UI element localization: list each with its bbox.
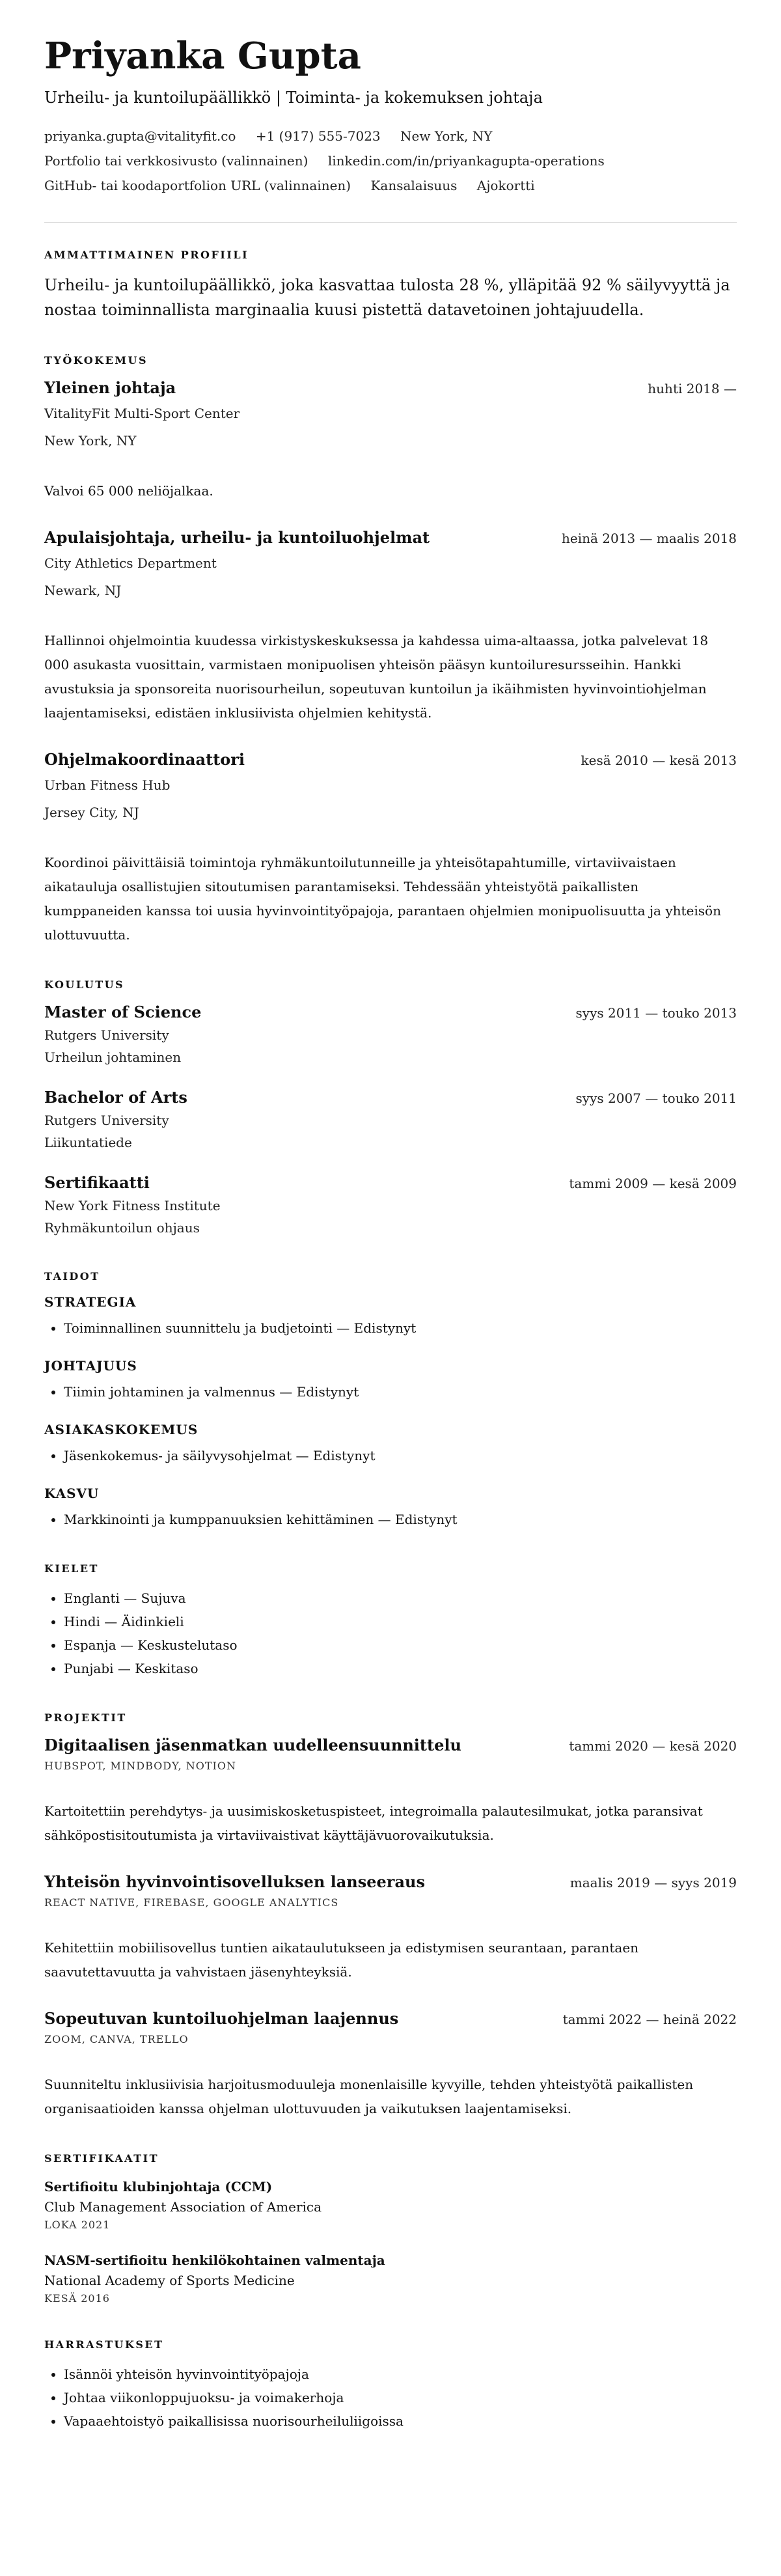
field-of-study: Urheilun johtaminen — [44, 1049, 182, 1065]
field-of-study: Ryhmäkuntoilun ohjaus — [44, 1219, 200, 1236]
section-title-summary: AMMATTIMAINEN PROFIILI — [44, 248, 249, 261]
certification-org: Club Management Association of America — [44, 2198, 322, 2215]
candidate-name: Priyanka Gupta — [44, 35, 361, 77]
entry-spacer — [44, 1772, 737, 1799]
email-link[interactable]: priyanka.gupta@vitalityfit.co — [44, 128, 236, 144]
skill-list — [44, 1508, 737, 1531]
skill-item: • Markkinointi ja kumppanuuksien kehittäminen — Edistynyt — [64, 1508, 737, 1531]
degree-dates: syys 2007 — touko 2011 — [575, 1090, 737, 1106]
school-name: Rutgers University — [44, 1027, 169, 1043]
job-title: Apulaisjohtaja, urheilu- ja kuntoiluohjelmat — [44, 527, 430, 547]
skill-group-title: JOHTAJUUS — [44, 1357, 137, 1374]
project-entry — [44, 1736, 737, 1848]
project-entry — [44, 1872, 737, 1984]
project-dates: maalis 2019 — syys 2019 — [569, 1874, 737, 1890]
section-title-certifications: SERTIFIKAATIT — [44, 2152, 159, 2165]
projects-section — [44, 1711, 737, 2121]
section-title-experience: TYÖKOKEMUS — [44, 353, 148, 367]
section-title-languages: KIELET — [44, 1562, 99, 1575]
github-link[interactable]: GitHub- tai koodaportfolion URL (valinnainen) — [44, 177, 351, 193]
skills-section — [44, 1270, 737, 1531]
section-title-projects: PROJEKTIT — [44, 1711, 127, 1724]
hobby-item: • Johtaa viikonloppujuoksu- ja voimakerhoja — [64, 2386, 737, 2409]
language-item: • Espanja — Keskustelutaso — [64, 1633, 737, 1657]
skill-list — [44, 1316, 737, 1340]
skill-item: • Toiminnallinen suunnittelu ja budjetointi — Edistynyt — [64, 1316, 737, 1340]
entry-header — [44, 1736, 737, 1754]
contact-row-extra — [44, 176, 737, 195]
entry-header — [44, 1088, 737, 1107]
degree-dates: tammi 2009 — kesä 2009 — [569, 1175, 737, 1191]
certification-entry — [44, 2250, 737, 2307]
entry-spacer — [44, 1909, 737, 1936]
skill-group-title: STRATEGIA — [44, 1294, 137, 1310]
entry-header — [44, 378, 737, 397]
entry-header — [44, 2009, 737, 2028]
linkedin-link[interactable]: linkedin.com/in/priyankagupta-operations — [327, 152, 605, 169]
experience-entry — [44, 750, 737, 947]
language-item: • Hindi — Äidinkieli — [64, 1610, 737, 1633]
job-description: Koordinoi päivittäisiä toimintoja ryhmäkuntoilutunneille ja yhteisötapahtumille, virtaviivaistaen aikatauluja osallistujien sitoutumisen parantamiseksi. Tehdessään yhteistyötä paikallisten kumppaneiden kanssa toi uusia hyvinvointityöpajoja, parantaen ohjelmien monipuolisuutta ja yhteisön ulottuvuutta. — [44, 854, 721, 943]
entry-header — [44, 1173, 737, 1192]
project-dates: tammi 2020 — kesä 2020 — [569, 1738, 737, 1754]
section-title-hobbies: HARRASTUKSET — [44, 2338, 164, 2351]
project-title: Yhteisön hyvinvointisovelluksen lanseeraus — [44, 1872, 425, 1891]
entry-spacer — [44, 602, 737, 629]
skill-item: • Jäsenkokemus- ja säilyvysohjelmat — Edistynyt — [64, 1444, 737, 1467]
school-name: Rutgers University — [44, 1112, 169, 1128]
hobby-item: • Vapaaehtoistyö paikallisissa nuorisourheiluliigoissa — [64, 2409, 737, 2433]
header-divider — [44, 222, 737, 223]
summary-section — [44, 249, 737, 323]
job-dates: huhti 2018 — — [648, 380, 737, 396]
field-of-study: Liikuntatiede — [44, 1134, 132, 1150]
license-text: Ajokortti — [476, 177, 535, 193]
certification-date: KESÄ 2016 — [44, 2292, 110, 2305]
project-dates: tammi 2022 — heinä 2022 — [562, 2011, 737, 2027]
degree-title: Master of Science — [44, 1002, 202, 1021]
school-name: New York Fitness Institute — [44, 1197, 221, 1213]
project-tech: HUBSPOT, MINDBODY, NOTION — [44, 1759, 236, 1772]
certification-entry — [44, 2176, 737, 2234]
education-section — [44, 978, 737, 1239]
job-title: Ohjelmakoordinaattori — [44, 749, 245, 769]
entry-header — [44, 750, 737, 769]
skill-group-title: KASVU — [44, 1485, 100, 1501]
degree-dates: syys 2011 — touko 2013 — [575, 1004, 737, 1021]
certification-name: NASM-sertifioitu henkilökohtainen valmentaja — [44, 2252, 385, 2269]
job-location: Newark, NJ — [44, 582, 122, 598]
entry-header — [44, 528, 737, 547]
section-title-skills: TAIDOT — [44, 1269, 100, 1282]
degree-title: Bachelor of Arts — [44, 1087, 187, 1107]
job-location: Jersey City, NJ — [44, 804, 139, 820]
certifications-section — [44, 2152, 737, 2307]
project-title: Sopeutuvan kuntoiluohjelman laajennus — [44, 2008, 399, 2028]
citizenship-text: Kansalaisuus — [370, 177, 458, 193]
portfolio-link[interactable]: Portfolio tai verkkosivusto (valinnainen) — [44, 152, 308, 169]
summary-text: Urheilu- ja kuntoilupäällikkö, joka kasvattaa tulosta 28 %, ylläpitää 92 % säilyvyyttä ja nostaa toiminnallista marginaalia kuusi pistettä datavetoinen johtajuudella. — [44, 275, 730, 320]
language-item: • Punjabi — Keskitaso — [64, 1657, 737, 1680]
certification-name: Sertifioitu klubinjohtaja (CCM) — [44, 2178, 273, 2195]
hobby-list — [44, 2362, 737, 2433]
project-tech: REACT NATIVE, FIREBASE, GOOGLE ANALYTICS — [44, 1896, 339, 1909]
section-title-education: KOULUTUS — [44, 978, 125, 991]
candidate-tagline: Urheilu- ja kuntoilupäällikkö | Toiminta- ja kokemuksen johtaja — [44, 89, 543, 107]
project-tech: ZOOM, CANVA, TRELLO — [44, 2032, 189, 2045]
skill-item: • Tiimin johtaminen ja valmennus — Edistynyt — [64, 1380, 737, 1404]
job-title: Yleinen johtaja — [44, 378, 176, 397]
education-entry — [44, 1173, 737, 1239]
certification-org: National Academy of Sports Medicine — [44, 2273, 295, 2289]
project-description: Suunniteltu inklusiivisia harjoitusmoduuleja monenlaisille kyvyille, tehden yhteistyötä paikallisten organisaatioiden kanssa ohjelman ulottuvuuden ja vaikutuksen laajentamiseksi. — [44, 2076, 694, 2116]
job-company: VitalityFit Multi-Sport Center — [44, 405, 240, 421]
entry-header — [44, 1003, 737, 1021]
skill-list — [44, 1380, 737, 1404]
language-item: • Englanti — Sujuva — [64, 1586, 737, 1610]
project-title: Digitaalisen jäsenmatkan uudelleensuunnittelu — [44, 1735, 461, 1754]
education-entry — [44, 1088, 737, 1154]
hobbies-section — [44, 2338, 737, 2433]
job-dates: heinä 2013 — maalis 2018 — [561, 530, 737, 546]
hobby-item: • Isännöi yhteisön hyvinvointityöpajoja — [64, 2362, 737, 2386]
experience-entry — [44, 528, 737, 725]
skill-list — [44, 1444, 737, 1467]
skill-group-title: ASIAKASKOKEMUS — [44, 1421, 199, 1437]
job-location: New York, NY — [44, 432, 137, 449]
contact-row-primary — [44, 127, 737, 145]
entry-spacer — [44, 452, 737, 479]
resume-header — [44, 35, 737, 195]
degree-title: Sertifikaatti — [44, 1172, 150, 1192]
job-description: Hallinnoi ohjelmointia kuudessa virkistyskeskuksessa ja kahdessa uima-altaassa, jotka palvelevat 18 000 asukasta vuosittain, varmistaen monipuolisen yhteisön pääsyn kuntoiluresursseihin. Hankki avustuksia ja sponsoreita nuorisourheilun, sopeutuvan kuntoilun ja ikäihmisten hyvinvointiohjelman laajentamiseksi, edistäen inklusiivista ohjelmien kehitystä. — [44, 632, 709, 721]
entry-spacer — [44, 824, 737, 851]
certification-date: LOKA 2021 — [44, 2218, 111, 2231]
project-description: Kehitettiin mobiilisovellus tuntien aikataulutukseen ja edistymisen seurantaan, parantaen saavutettavuutta ja vahvistaen jäsenyhteyksiä. — [44, 1939, 639, 1980]
job-company: Urban Fitness Hub — [44, 777, 171, 793]
project-entry — [44, 2009, 737, 2121]
experience-section — [44, 354, 737, 947]
education-entry — [44, 1003, 737, 1068]
location-text: New York, NY — [400, 128, 493, 144]
job-dates: kesä 2010 — kesä 2013 — [581, 752, 737, 768]
experience-entry — [44, 378, 737, 503]
contact-row-links — [44, 152, 737, 170]
phone-number[interactable]: +1 (917) 555-7023 — [255, 128, 381, 144]
project-description: Kartoitettiin perehdytys- ja uusimiskosketuspisteet, integroimalla palautesilmukat, jotka paransivat sähköpostisitoutumista ja virtaviivaistivat käyttäjävuorovaikutuksia. — [44, 1803, 703, 1843]
language-list — [44, 1586, 737, 1680]
entry-spacer — [44, 2045, 737, 2073]
job-description: Valvoi 65 000 neliöjalkaa. — [44, 482, 213, 499]
job-company: City Athletics Department — [44, 555, 217, 571]
languages-section — [44, 1562, 737, 1680]
entry-header — [44, 1872, 737, 1891]
